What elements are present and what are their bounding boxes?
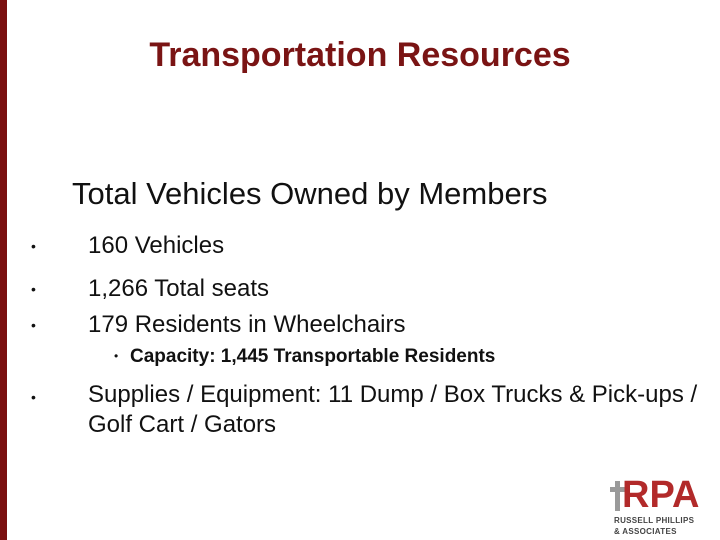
bullet-dot: • (31, 281, 36, 297)
bullet-wheelchairs: 179 Residents in Wheelchairs (88, 311, 406, 338)
bullet-seats: 1,266 Total seats (88, 275, 270, 302)
rpa-logo-mark (610, 472, 714, 512)
sub-bullet-capacity: Capacity: 1,445 Transportable Residents (130, 346, 496, 367)
bullet-vehicles: 160 Vehicles (88, 232, 225, 259)
slide-title: Transportation Resources (149, 36, 571, 74)
bullet-dot: • (31, 317, 36, 333)
logo-plus-vertical (615, 481, 620, 511)
slide-subtitle: Total Vehicles Owned by Members (72, 176, 548, 211)
bullet-supplies: Supplies / Equipment: 11 Dump / Box Trucks & Pick-ups / Golf Cart / Gators (88, 381, 698, 438)
logo-line-2: & ASSOCIATES (614, 527, 677, 536)
logo-line-1: RUSSELL PHILLIPS (614, 516, 695, 525)
logo-mark-text: RPA (622, 474, 700, 512)
bullet-dot: • (31, 389, 36, 405)
sub-bullet-dot: • (114, 349, 119, 363)
company-logo (610, 472, 714, 538)
left-accent-bar (0, 0, 7, 540)
bullet-dot: • (31, 238, 36, 254)
